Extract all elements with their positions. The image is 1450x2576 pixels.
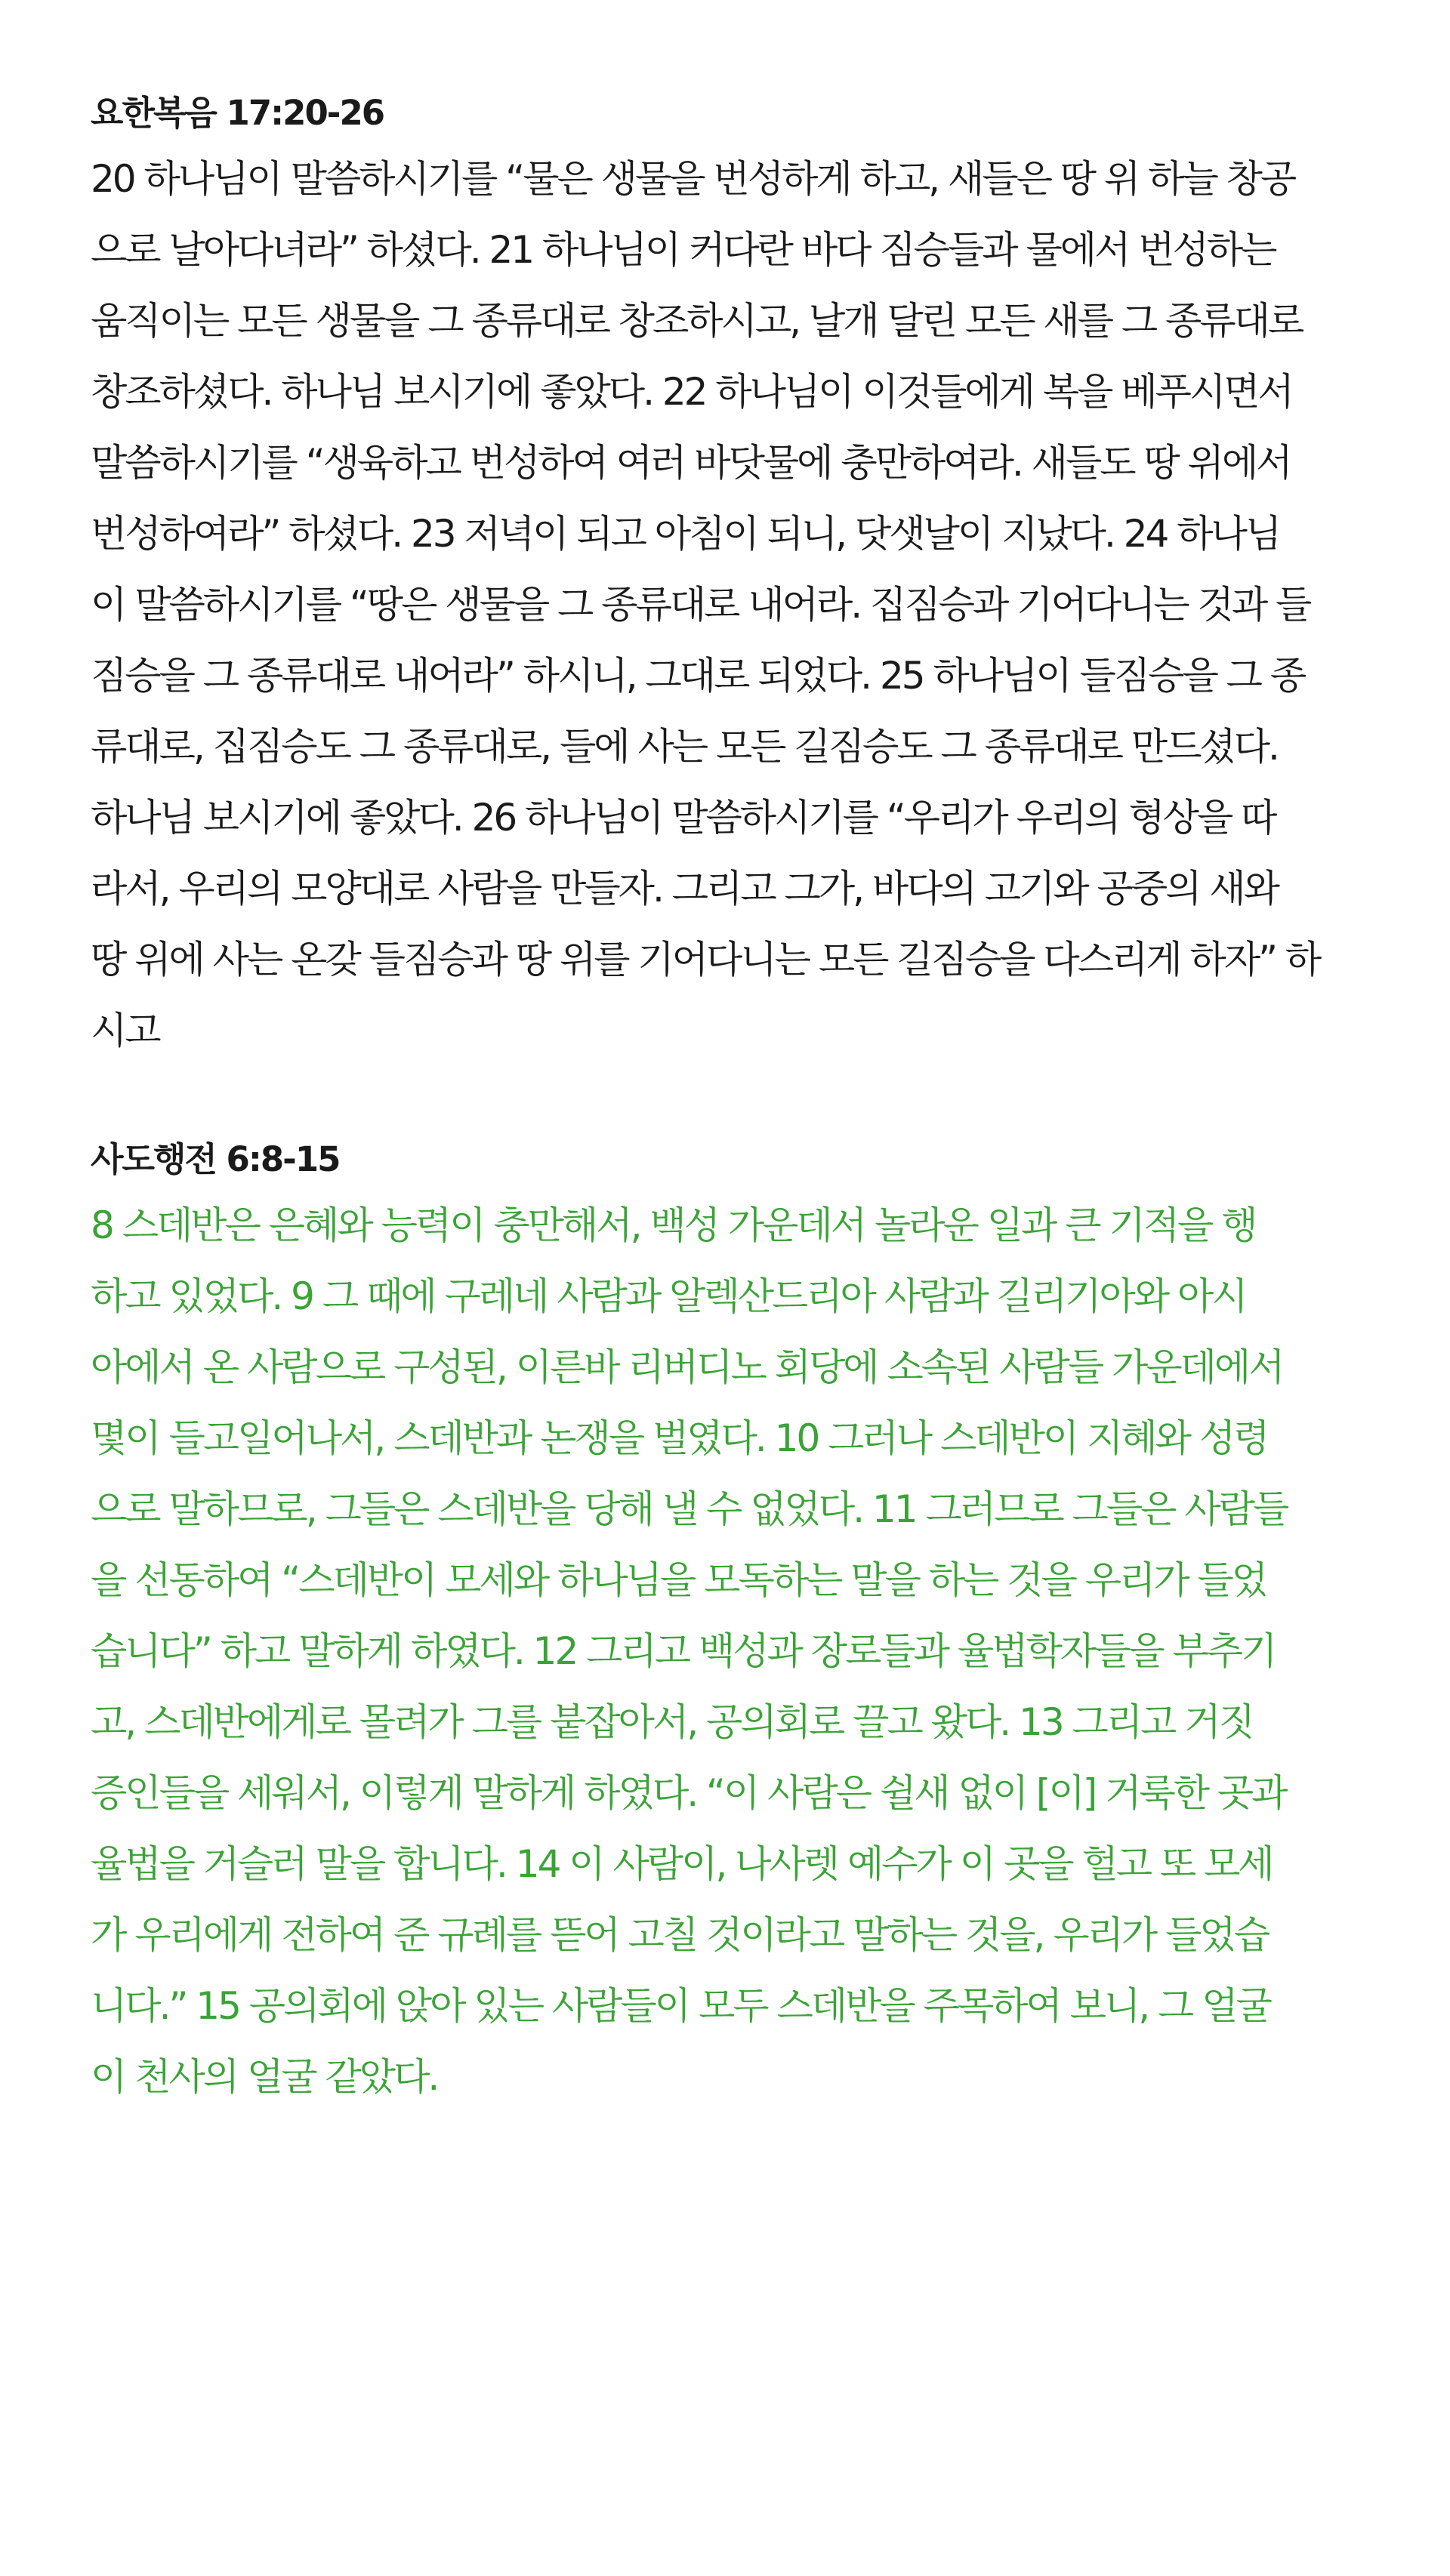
text-line: 아에서 온 사람으로 구성된, 이른바 리버디노 회당에 소속된 사람들 가운데에서 [91, 1345, 1283, 1389]
text-line: 8 스데반은 은혜와 능력이 충만해서, 백성 가운데서 놀라운 일과 큰 기적을 행 [91, 1203, 1256, 1247]
text-line: 시고 [91, 1009, 159, 1052]
passage-acts [91, 1129, 1364, 2112]
text-line: 고, 스데반에게로 몰려가 그를 붙잡아서, 공의회로 끌고 왔다. 13 그리고 거짓 [91, 1700, 1253, 1744]
text-line: 땅 위에 사는 온갖 들짐승과 땅 위를 기어다니는 모든 길짐승을 다스리게 하자” 하 [91, 938, 1320, 981]
passage-body [91, 1190, 1364, 2112]
text-line: 이 말씀하시기를 “땅은 생물을 그 종류대로 내어라. 집짐승과 기어다니는 것과 들 [91, 583, 1310, 627]
text-line: 습니다” 하고 말하게 하였다. 12 그리고 백성과 장로들과 율법학자들을 부추기 [91, 1629, 1276, 1673]
text-line: 짐승을 그 종류대로 내어라” 하시니, 그대로 되었다. 25 하나님이 들짐승을 그 종 [91, 654, 1305, 698]
passage-reference: 요한복음 17:20-26 [91, 93, 384, 133]
passage-john [91, 83, 1364, 1066]
text-line: 증인들을 세워서, 이렇게 말하게 하였다. “이 사람은 쉴새 없이 [이] 거룩한 곳과 [91, 1771, 1286, 1815]
text-line: 니다.” 15 공의회에 앉아 있는 사람들이 모두 스데반을 주목하여 보니, 그 얼굴 [91, 1984, 1270, 2028]
text-line: 류대로, 집짐승도 그 종류대로, 들에 사는 모든 길짐승도 그 종류대로 만드셨다. [91, 725, 1278, 769]
text-line: 율법을 거슬러 말을 합니다. 14 이 사람이, 나사렛 예수가 이 곳을 헐고 또 모세 [91, 1842, 1273, 1886]
text-line: 하나님 보시기에 좋았다. 26 하나님이 말씀하시기를 “우리가 우리의 형상을 따 [91, 796, 1276, 840]
text-line: 을 선동하여 “스데반이 모세와 하나님을 모독하는 말을 하는 것을 우리가 들었 [91, 1558, 1266, 1602]
text-line: 창조하셨다. 하나님 보시기에 좋았다. 22 하나님이 이것들에게 복을 베푸시면서 [91, 370, 1292, 414]
text-line: 몇이 들고일어나서, 스데반과 논쟁을 벌였다. 10 그러나 스데반이 지혜와 성령 [91, 1416, 1268, 1460]
text-line: 말씀하시기를 “생육하고 번성하여 여러 바닷물에 충만하여라. 새들도 땅 위에서 [91, 441, 1291, 485]
text-line: 으로 말하므로, 그들은 스데반을 당해 낼 수 없었다. 11 그러므로 그들은 사람들 [91, 1487, 1288, 1531]
passage-reference: 사도행전 6:8-15 [91, 1139, 340, 1179]
text-line: 하고 있었다. 9 그 때에 구레네 사람과 알렉산드리아 사람과 길리기아와 아시 [91, 1274, 1246, 1318]
text-line: 가 우리에게 전하여 준 규례를 뜯어 고칠 것이라고 말하는 것을, 우리가 들었습 [91, 1913, 1269, 1957]
text-line: 20 하나님이 말씀하시기를 “물은 생물을 번성하게 하고, 새들은 땅 위 하늘 창공 [91, 157, 1295, 201]
text-line: 번성하여라” 하셨다. 23 저녁이 되고 아침이 되니, 닷샛날이 지났다. 24 하나님 [91, 512, 1280, 556]
passage-body [91, 143, 1364, 1066]
scripture-page [91, 83, 1364, 2112]
text-line: 라서, 우리의 모양대로 사람을 만들자. 그리고 그가, 바다의 고기와 공중의 새와 [91, 867, 1278, 911]
text-line: 이 천사의 얼굴 같았다. [91, 2055, 438, 2099]
text-line: 으로 날아다녀라” 하셨다. 21 하나님이 커다란 바다 짐승들과 물에서 번성하는 [91, 228, 1276, 272]
text-line: 움직이는 모든 생물을 그 종류대로 창조하시고, 날개 달린 모든 새를 그 종류대로 [91, 299, 1303, 343]
